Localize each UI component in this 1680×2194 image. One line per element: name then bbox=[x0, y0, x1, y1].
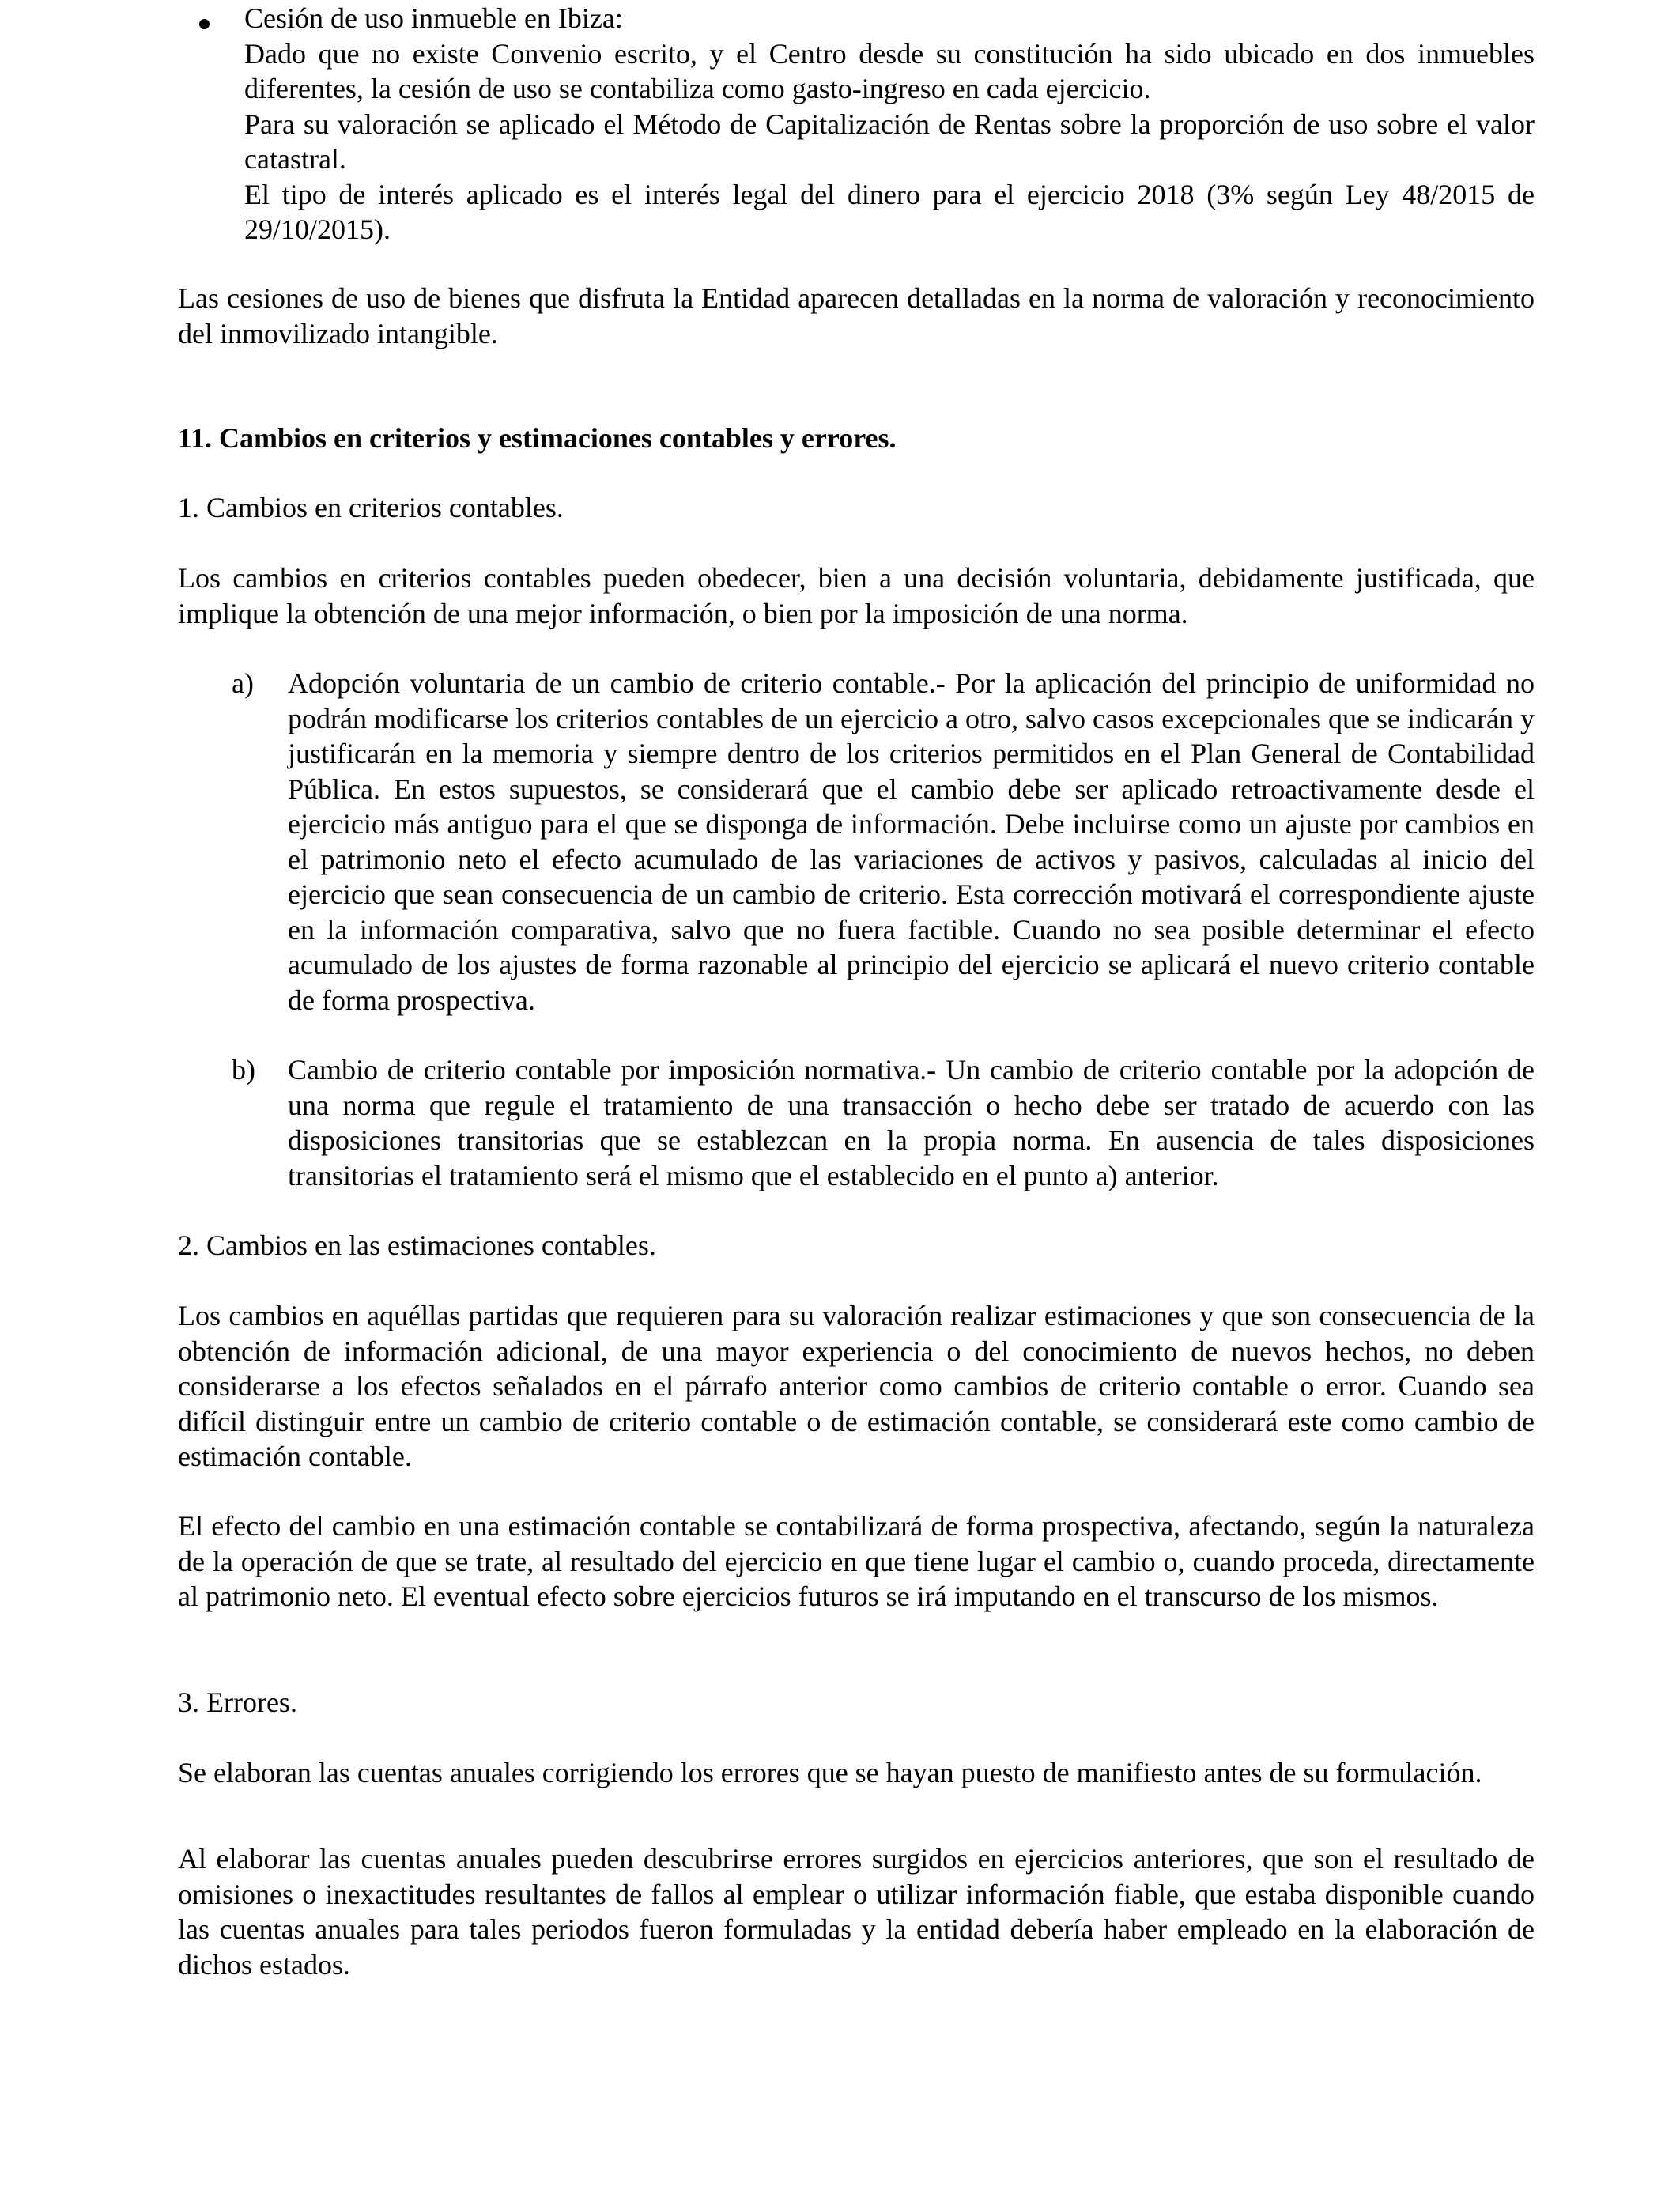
intro-paragraph: Las cesiones de uso de bienes que disfruta la Entidad aparecen detalladas en la norma de valoración y reconocimiento del inmovilizado intangible. bbox=[178, 282, 1535, 349]
bullet-paragraph-1: Dado que no existe Convenio escrito, y el Centro desde su constitución ha sido ubicado en dos inmuebles diferentes, la cesión de uso se contabiliza como gasto-ingreso en cada ejercicio. bbox=[244, 37, 1535, 104]
subsection-3-paragraph-2: Al elaborar las cuentas anuales pueden descubrirse errores surgidos en ejercicios anteriores, que son el resultado de omisiones o inexactitudes resultantes de fallos al emplear o utilizar información fiable, que estaba disponible cuando las cuentas anuales para tales periodos fueron formuladas y la entidad debería haber empleado en la elaboración de dichos estados. bbox=[178, 1843, 1535, 1981]
subsection-2-paragraph-2: El efecto del cambio en una estimación contable se contabilizará de forma prospectiva, afectando, según la naturaleza de la operación de que se trate, al resultado del ejercicio en que tiene lugar el cambio o, cuando proceda, directamente al patrimonio neto. El eventual efecto sobre ejercicios futuros se irá imputando en el transcurso de los mismos. bbox=[178, 1510, 1535, 1612]
bullet-title: Cesión de uso inmueble en Ibiza: bbox=[244, 2, 623, 34]
subsection-1-title: 1. Cambios en criterios contables. bbox=[178, 492, 564, 523]
subsection-2-title: 2. Cambios en las estimaciones contables. bbox=[178, 1229, 656, 1261]
bullet-paragraph-3: El tipo de interés aplicado es el interés legal del dinero para el ejercicio 2018 (3% según Ley 48/2015 de 29/10/2015). bbox=[244, 178, 1535, 245]
item-a-label: a) bbox=[232, 667, 254, 699]
bullet-dot-icon bbox=[199, 19, 210, 29]
subsection-3-title: 3. Errores. bbox=[178, 1686, 297, 1718]
item-b-label: b) bbox=[232, 1054, 255, 1086]
item-a-text: Adopción voluntaria de un cambio de criterio contable.- Por la aplicación del principio de uniformidad no podrán modificarse los criterios contables de un ejercicio a otro, salvo casos excepcionales que se indicarán y justificarán en la memoria y siempre dentro de los criterios permitidos en el Plan General de Contabilidad Pública. En estos supuestos, se considerará que el cambio debe ser aplicado retroactivamente desde el ejercicio más antiguo para el que se disponga de información. Debe incluirse como un ajuste por cambios en el patrimonio neto el efecto acumulado de las variaciones de activos y pasivos, calculadas al inicio del ejercicio que sean consecuencia de un cambio de criterio. Esta corrección motivará el correspondiente ajuste en la información comparativa, salvo que no fuera factible. Cuando no sea posible determinar el efecto acumulado de los ajustes de forma razonable al principio del ejercicio se aplicará el nuevo criterio contable de forma prospectiva. bbox=[288, 667, 1535, 1016]
item-b-text: Cambio de criterio contable por imposición normativa.- Un cambio de criterio contable por la adopción de una norma que regule el tratamiento de una transacción o hecho debe ser tratado de acuerdo con las disposiciones transitorias que se establezcan en la propia norma. En ausencia de tales disposiciones transitorias el tratamiento será el mismo que el establecido en el punto a) anterior. bbox=[288, 1054, 1535, 1191]
subsection-2-paragraph-1: Los cambios en aquéllas partidas que requieren para su valoración realizar estimaciones y que son consecuencia de la obtención de información adicional, de una mayor experiencia o del conocimiento de nuevos hechos, no deben considerarse a los efectos señalados en el párrafo anterior como cambios de criterio contable o error. Cuando sea difícil distinguir entre un cambio de criterio contable o de estimación contable, se considerará este como cambio de estimación contable. bbox=[178, 1300, 1535, 1472]
section-heading: 11. Cambios en criterios y estimaciones contables y errores. bbox=[178, 422, 897, 454]
bullet-paragraph-2: Para su valoración se aplicado el Método de Capitalización de Rentas sobre la proporción de uso sobre el valor catastral. bbox=[244, 108, 1535, 175]
subsection-3-paragraph-1: Se elaboran las cuentas anuales corrigiendo los errores que se hayan puesto de manifiesto antes de su formulación. bbox=[178, 1757, 1482, 1788]
bullet-body bbox=[244, 1, 1535, 247]
subsection-1-paragraph: Los cambios en criterios contables pueden obedecer, bien a una decisión voluntaria, debidamente justificada, que implique la obtención de una mejor información, o bien por la imposición de una norma. bbox=[178, 562, 1535, 629]
bullet-item bbox=[0, 1, 1680, 246]
